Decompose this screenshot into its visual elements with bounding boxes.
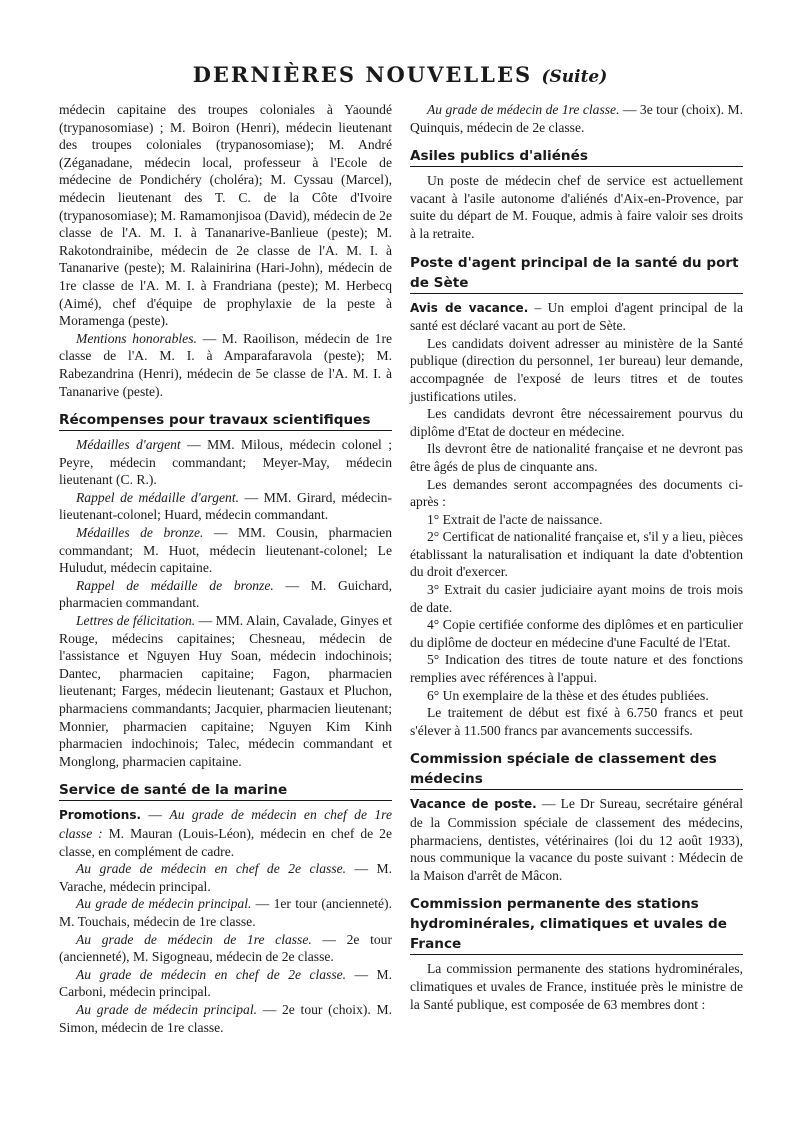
- paragraph-rappel-argent: [59, 489, 392, 524]
- bronze-label: Médailles de bronze.: [76, 525, 204, 541]
- heading-recompenses: Récompenses pour travaux scientifiques: [59, 410, 392, 431]
- heading-commission: Commission spéciale de classement des médecins: [410, 749, 743, 790]
- paragraph-nationalite: Ils devront être de nationalité française et ne devront pas être âgés de plus de cinquante ans.: [410, 441, 743, 474]
- paragraph-candidats1: Les candidats doivent adresser au ministère de la Santé publique (direction du personnel, 1er bureau) leur demande, accompagnée de l'exposé de leurs titres et de toutes justifications utiles.: [410, 335, 743, 404]
- paragraph-doc3: 3° Extrait du casier judiciaire ayant moins de trois mois de date.: [410, 582, 743, 615]
- rappel-argent-label: Rappel de médaille d'argent.: [76, 489, 240, 505]
- heading-marine: Service de santé de la marine: [59, 780, 392, 801]
- paragraph-vacance: [410, 795, 743, 884]
- promotions-runin: Promotions.: [59, 808, 142, 823]
- lettres-text: — MM. Alain, Cavalade, Ginyes et Rouge, médecins capitaines; Chesneau, médecin de l'assistance et Nguyen Huy Soan, médecin indochinois; Dantec, pharmacien capitaine; Fagon, pharmacien lieutenant; Farges, médecin lieutenant; Gastaux et Pluchon, pharmaciens commandants; Jacquier, pharmacien lieutenant; Monnier, pharmacien capitaine; Nguyen Kim Kinh pharmacien indochinois; Talec, médecin commandant et Monglong, pharmacien capitaine.: [59, 613, 392, 769]
- 1re-right-label: Au grade de médecin de 1re classe.: [427, 102, 620, 117]
- paragraph-doc4: 4° Copie certifiée conforme des diplômes et en particulier du diplôme de docteur en médecine d'une Faculté de l'Etat.: [410, 617, 743, 650]
- mentions-label: Mentions honorables.: [76, 330, 197, 346]
- paragraph-lettres: [59, 612, 392, 770]
- mentions-text: — M. Raoilison, médecin de 1re classe de l'A. M. I. à Amparafaravola (peste); M. Rabezandrina (Henri), médecin de 5e classe de l'A. M. I. à Tananarive (peste).: [59, 330, 393, 399]
- paragraph-1re-right: [410, 101, 743, 136]
- rappel-bronze-text: — M. Guichard, pharmacien commandant.: [59, 577, 392, 611]
- paragraph-argent: [59, 436, 392, 489]
- paragraph-doc2: 2° Certificat de nationalité française et, s'il y a lieu, pièces établissant la naturalisation et indiquant la date d'obtention du droit d'exercer.: [410, 529, 743, 580]
- principal-text: — 1er tour (ancienneté). M. Touchais, médecin de 1re classe.: [59, 896, 392, 929]
- lettres-label: Lettres de félicitation.: [76, 613, 196, 629]
- paragraph-doc5: 5° Indication des titres de toute nature et des fonctions remplies avec références à l'appui.: [410, 652, 743, 686]
- page-title: DERNIÈRES NOUVELLES: [192, 62, 533, 87]
- chef2-text: — M. Varache, médecin principal.: [59, 861, 392, 894]
- avis-runin: Avis de vacance.: [410, 300, 529, 315]
- heading-stations: Commission permanente des stations hydrominérales, climatiques et uvales de France: [410, 894, 743, 955]
- paragraph-doc6: 6° Un exemplaire de la thèse et des études publiées.: [427, 687, 709, 703]
- principal2-label: Au grade de médecin principal.: [76, 1001, 257, 1017]
- rappel-argent-text: — MM. Girard, médecin-lieutenant-colonel; Huard, médecin commandant.: [59, 489, 392, 523]
- paragraph-asiles: Un poste de médecin chef de service est actuellement vacant à l'asile autonome d'aliénés d'Aix-en-Provence, par suite du départ de M. Fouque, admis à faire valoir ses droits à la retraite.: [410, 173, 743, 241]
- right-column: [410, 101, 743, 1013]
- paragraph-continuation: médecin capitaine des troupes coloniales à Yaoundé (trypanosomiase) ; M. Boiron (Henri), médecin lieutenant des troupes coloniales (trypanosomiase); M. André (Zéganadane, médecin local, professeur à l'Ecole de médecine de Pondichéry (choléra); M. Cyssau (Marcel), médecin lieutenant des T. C. de la Côte d'Ivoire (trypanosomiase); M. Ramamonjisoa (David), médecin de 2e classe de l'A. M. I. à Tananarive-Banlieue (peste); M. Rakotondrainibe, médecin de 2e classe de l'A. M. I. à Tananarive (peste); M. Ralainirina (Hari-John), médecin de 1re classe de l'A. M. I. à Frandriana (peste); M. Herbecq (Aimé), chef d'équipe de prophylaxie de la peste à Moramenga (peste).: [59, 102, 392, 329]
- bronze-text: — MM. Cousin, pharmacien commandant; M. Huot, médecin lieutenant-colonel; Le Huludut, médecin capitaine.: [59, 525, 392, 576]
- 1re-right-text: — 3e tour (choix). M. Quinquis, médecin de 2e classe.: [410, 102, 744, 135]
- paragraph-doc1: 1° Extrait de l'acte de naissance.: [427, 511, 603, 527]
- page-title-suite: (Suite): [541, 67, 608, 87]
- chef2-label: Au grade de médecin en chef de 2e classe.: [76, 861, 347, 877]
- vacance-runin: Vacance de poste.: [410, 797, 537, 812]
- paragraph-mentions: [59, 330, 392, 400]
- paragraph-demandes: Les demandes seront accompagnées des documents ci-après :: [410, 476, 743, 510]
- paragraph-principal2: [59, 1001, 392, 1036]
- chef2b-label: Au grade de médecin en chef de 2e classe.: [76, 966, 347, 982]
- principal2-text: — 2e tour (choix). M. Simon, médecin de 1re classe.: [59, 1001, 392, 1035]
- chef2b-text: — M. Carboni, médecin principal.: [59, 966, 392, 1000]
- page-header: [0, 62, 800, 87]
- principal-label: Au grade de médecin principal.: [76, 896, 252, 912]
- promotions-text: M. Mauran (Louis-Léon), médecin en chef de 2e classe, en complément de cadre.: [59, 825, 392, 859]
- left-column: [59, 101, 392, 1036]
- paragraph-stations: La commission permanente des stations hydrominérales, climatiques et uvales de France, instituée près le ministre de la Santé publique, est composée de 63 membres dont :: [410, 961, 743, 1012]
- paragraph-chef2: [59, 860, 392, 895]
- vacance-text: — Le Dr Sureau, secrétaire général de la Commission spéciale de classement des médecins, pharmaciens, dentistes, vétérinaires (loi du 12 août 1933), nous communique la vacance du poste suivant : Médecin de la Maison d'arrêt de Mâcon.: [410, 796, 743, 883]
- paragraph-promotions: Promotions. — Au grade de médecin en chef de 1re classe : M. Mauran (Louis-Léon), médecin en chef de 2e classe, en complément de cadre.: [59, 807, 393, 859]
- avis-text: – Un emploi d'agent principal de la santé est déclaré vacant au port de Sète.: [410, 299, 743, 334]
- paragraph-candidats2: Les candidats devront être nécessairement pourvus du diplôme d'Etat de docteur en médecine.: [410, 406, 743, 439]
- paragraph-rappel-bronze: [59, 577, 392, 612]
- paragraph-bronze: [59, 524, 392, 577]
- argent-label: Médailles d'argent: [76, 437, 181, 453]
- promotions-label: Au grade de médecin en chef de 1re classe :: [59, 807, 393, 841]
- paragraph-traitement: Le traitement de début est fixé à 6.750 francs et peut s'élever à 11.500 francs par avancements successifs.: [410, 705, 743, 738]
- heading-asiles: Asiles publics d'aliénés: [410, 146, 743, 167]
- heading-sete: Poste d'agent principal de la santé du port de Sète: [410, 253, 743, 294]
- paragraph-chef2b: [59, 966, 392, 1001]
- 1re-text: — 2e tour (ancienneté), M. Sigogneau, médecin de 2e classe.: [59, 931, 392, 965]
- paragraph-avis: [410, 299, 743, 335]
- 1re-label: Au grade de médecin de 1re classe.: [76, 931, 312, 947]
- rappel-bronze-label: Rappel de médaille de bronze.: [76, 577, 274, 593]
- argent-text: — MM. Milous, médecin colonel ; Peyre, médecin commandant; Meyer-May, médecin lieutenant (C. R.).: [59, 437, 392, 488]
- paragraph-1re: [59, 931, 392, 966]
- paragraph-principal: [59, 895, 392, 930]
